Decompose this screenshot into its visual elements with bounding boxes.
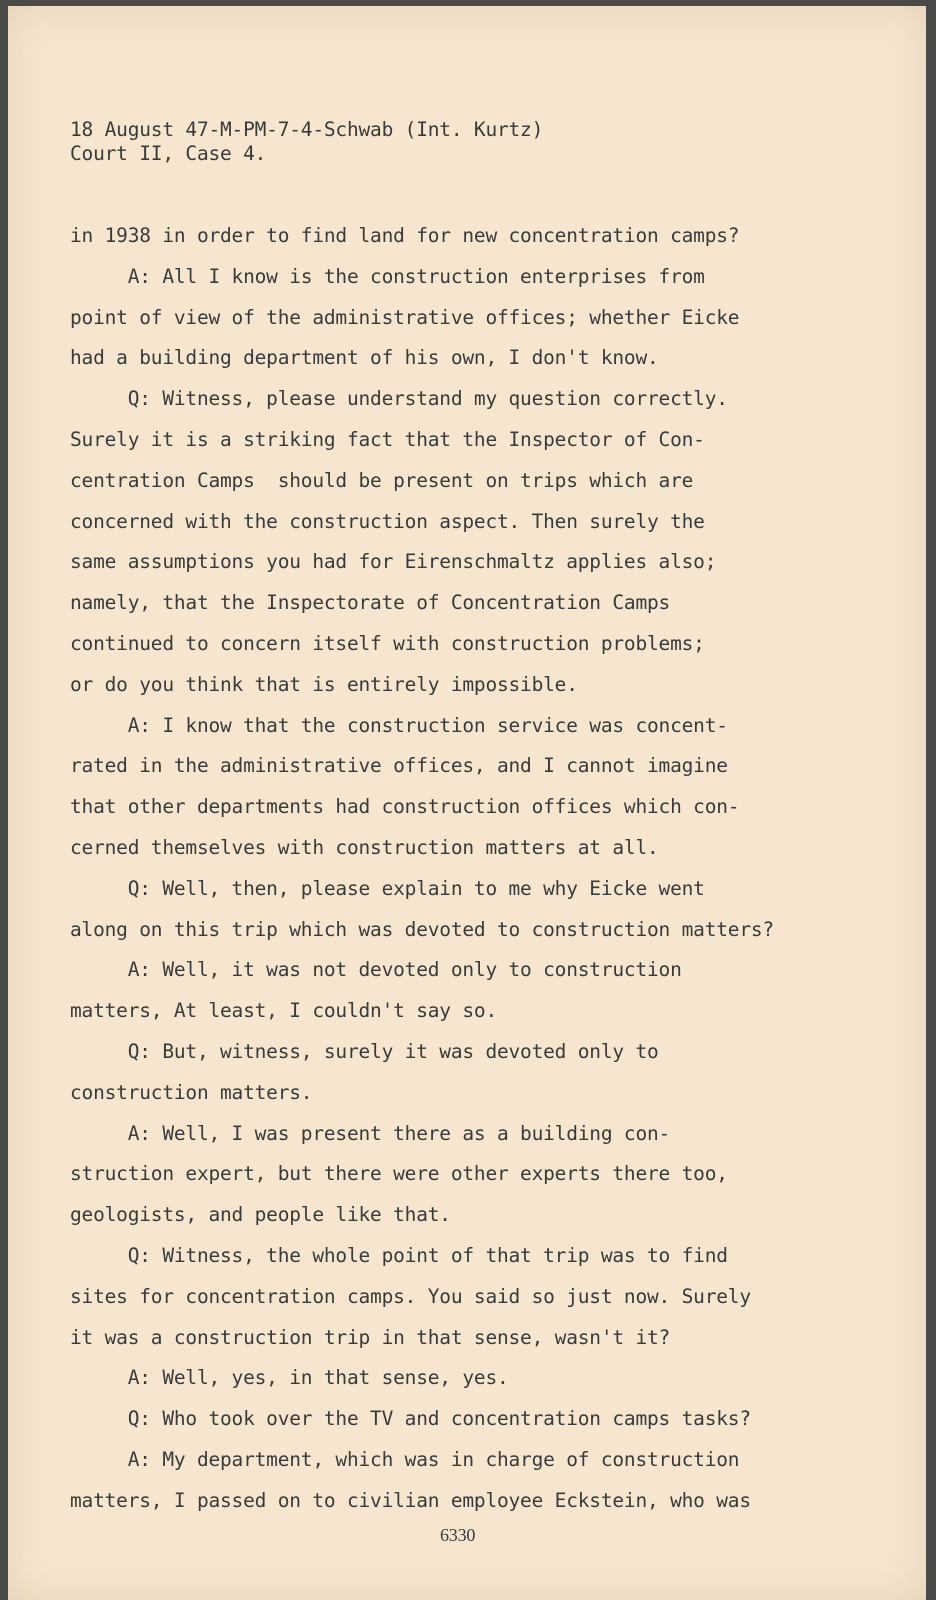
transcript-line: Q: Well, then, please explain to me why Eicke went	[70, 876, 705, 900]
document-page	[8, 6, 926, 1600]
transcript-line: concerned with the construction aspect. Then surely the	[70, 509, 705, 533]
transcript-line: that other departments had construction offices which con-	[70, 795, 740, 819]
transcript-line: rated in the administrative offices, and I cannot imagine	[70, 754, 728, 778]
transcript-line: Q: Witness, the whole point of that trip was to find	[70, 1244, 728, 1267]
transcript-line: centration Camps should be present on trips which are	[70, 468, 694, 492]
transcript-line: along on this trip which was devoted to construction matters?	[70, 917, 774, 941]
transcript-line: struction expert, but there were other experts there too,	[70, 1162, 728, 1186]
page-number: 6330	[440, 1525, 476, 1545]
transcript-line: Q: Who took over the TV and concentration camps tasks?	[70, 1407, 751, 1431]
transcript-line: Q: But, witness, surely it was devoted only to	[70, 1040, 659, 1063]
transcript-line: A: All I know is the construction enterprises from	[70, 264, 705, 288]
transcript-line: matters, At least, I couldn't say so.	[70, 999, 497, 1023]
transcript-line: construction matters.	[70, 1080, 313, 1104]
transcript-line: point of view of the administrative offices; whether Eicke	[70, 305, 740, 329]
transcript-line: A: Well, it was not devoted only to construction	[70, 958, 682, 982]
transcript-text	[8, 6, 926, 1600]
transcript-line: sites for concentration camps. You said so just now. Surely	[70, 1284, 751, 1308]
transcript-line: A: Well, I was present there as a building con-	[70, 1121, 671, 1145]
transcript-line: had a building department of his own, I don't know.	[70, 346, 659, 370]
transcript-line: it was a construction trip in that sense, wasn't it?	[70, 1325, 671, 1349]
transcript-line: namely, that the Inspectorate of Concentration Camps	[70, 591, 671, 615]
transcript-line: A: My department, which was in charge of construction	[70, 1448, 740, 1471]
transcript-line: geologists, and people like that.	[70, 1203, 451, 1227]
transcript-line: in 1938 in order to find land for new concentration camps?	[70, 224, 740, 247]
transcript-line: continued to concern itself with construction problems;	[70, 632, 705, 655]
header-line-1: 18 August 47-M-PM-7-4-Schwab (Int. Kurtz)	[70, 118, 544, 141]
transcript-line: or do you think that is entirely impossible.	[70, 672, 578, 696]
transcript-line: Surely it is a striking fact that the Inspector of Con-	[70, 428, 705, 451]
transcript-line: same assumptions you had for Eirenschmaltz applies also;	[70, 550, 717, 574]
transcript-line: A: Well, yes, in that sense, yes.	[70, 1366, 509, 1390]
transcript-line: A: I know that the construction service was concent-	[70, 713, 728, 737]
transcript-line: cerned themselves with construction matters at all.	[70, 836, 659, 859]
header-line-2: Court II, Case 4.	[70, 142, 267, 165]
transcript-line: Q: Witness, please understand my question correctly.	[70, 387, 728, 411]
transcript-line: matters, I passed on to civilian employee Eckstein, who was	[70, 1488, 751, 1512]
